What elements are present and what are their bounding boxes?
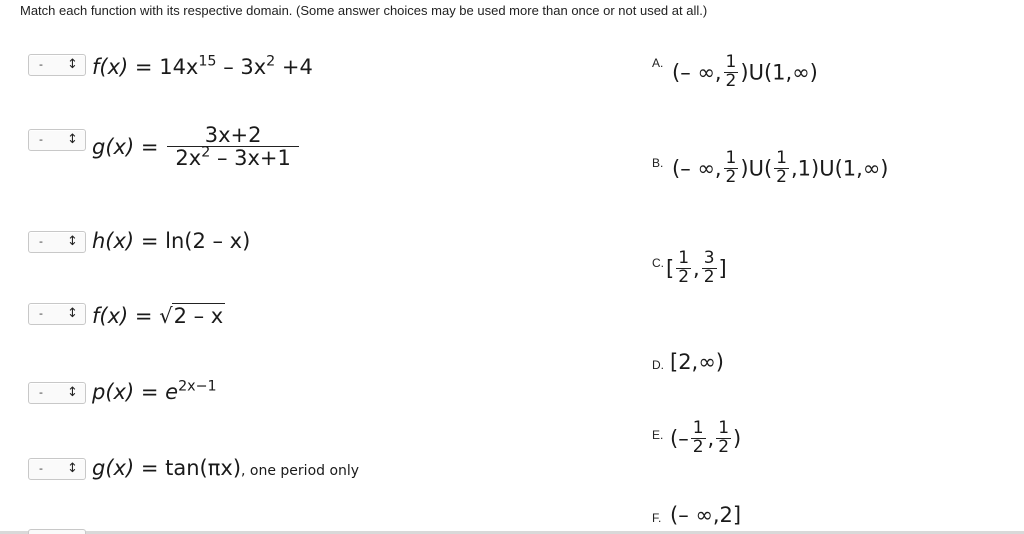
updown-arrows-icon: ↕ xyxy=(67,234,78,249)
choice-letter: D. xyxy=(652,358,664,372)
answer-select-2[interactable] xyxy=(28,129,86,151)
select-value: - xyxy=(39,307,43,320)
updown-arrows-icon: ↕ xyxy=(67,461,78,476)
fraction: $\frac{3}{2}$ xyxy=(703,248,715,287)
answer-select-1[interactable] xyxy=(28,54,86,76)
fraction: $\frac{1}{2}$ xyxy=(776,148,787,187)
choice-letter: C. xyxy=(652,256,664,270)
answer-select-4[interactable] xyxy=(28,303,86,325)
sqrt-symbol: √2 – x xyxy=(159,304,224,328)
fraction: $\frac{1}{2}$ xyxy=(692,418,704,457)
function-f2: f(x) = √2 – x xyxy=(92,304,224,328)
updown-arrows-icon: ↕ xyxy=(67,385,78,400)
answer-select-3[interactable] xyxy=(28,231,86,253)
select-value: - xyxy=(39,133,43,146)
select-value: - xyxy=(39,235,43,248)
function-g2: g(x) = tan(πx), one period only xyxy=(92,456,360,480)
choice-letter: B. xyxy=(652,156,664,170)
answer-select-6[interactable] xyxy=(28,458,86,480)
instructions-text: Match each function with its respective domain. (Some answer choices may be used more than once or not used at all.) xyxy=(20,3,708,18)
function-f1: $f(x) = 14x^{15} - 3x^2 +4$ xyxy=(92,53,313,79)
fraction: $\frac{1}{2}$ xyxy=(718,418,730,457)
fraction: $\frac{1}{2}$ xyxy=(678,248,690,287)
fraction: $\frac{3x+2}{2x^2 - 3x+1}$ xyxy=(167,124,299,169)
period-note: , one period only xyxy=(241,463,360,479)
updown-arrows-icon: ↕ xyxy=(67,306,78,321)
function-h: h(x) = ln(2 – x) xyxy=(92,229,251,253)
choice-letter: F. xyxy=(652,511,662,525)
answer-select-7-partial[interactable] xyxy=(28,529,86,534)
updown-arrows-icon: ↕ xyxy=(67,57,78,72)
select-value: - xyxy=(39,386,43,399)
select-value: - xyxy=(39,58,43,71)
choice-letter: A. xyxy=(652,56,664,70)
fraction: $\frac{1}{2}$ xyxy=(725,148,737,187)
select-value: - xyxy=(39,462,43,475)
answer-select-5[interactable] xyxy=(28,382,86,404)
updown-arrows-icon: ↕ xyxy=(67,132,78,147)
choice-letter: E. xyxy=(652,428,664,442)
function-g1: g(x) = $\frac{3x+2}{2x^2 - 3x+1}$ xyxy=(92,124,301,169)
function-p: $p(x) = e^{2x-1}$ xyxy=(92,378,217,404)
fraction: $\frac{1}{2}$ xyxy=(725,52,737,91)
